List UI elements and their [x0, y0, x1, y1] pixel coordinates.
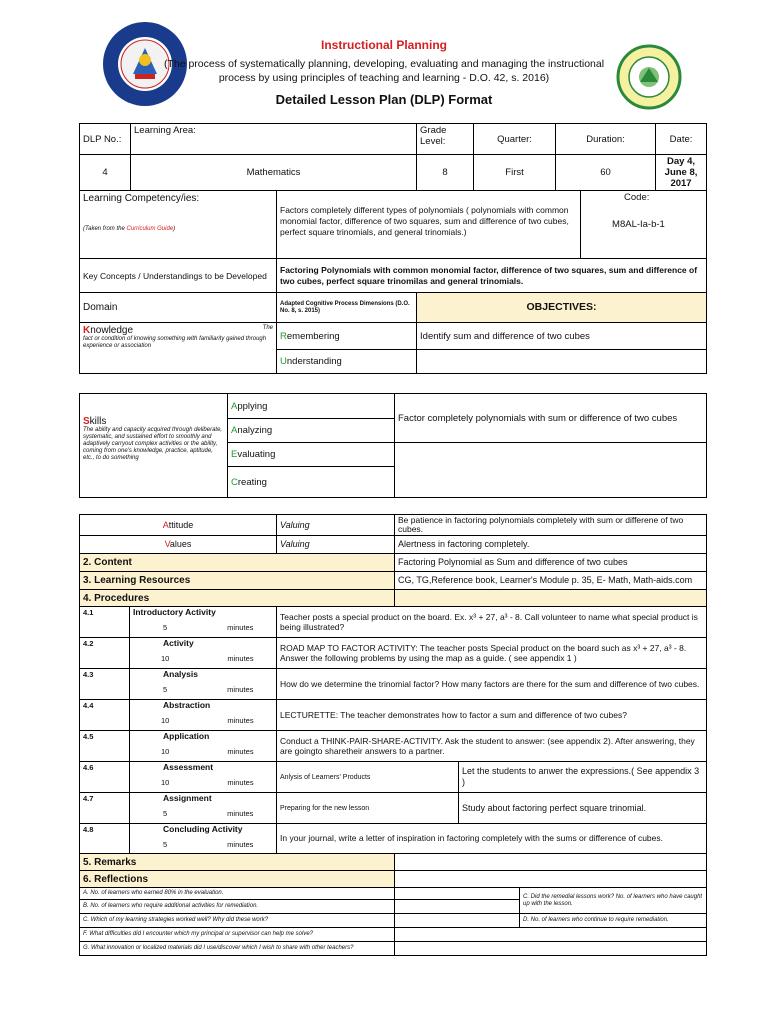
reflection-a: A. No. of learners who earned 80% in the evaluation. — [80, 888, 395, 900]
procedure-row — [80, 793, 707, 824]
adapted-dimensions-label: Adapted Cognitive Process Dimensions (D.O. No. 8, s. 2015) — [277, 293, 417, 323]
duration-value: 60 — [556, 155, 656, 191]
values-level: Valuing — [277, 536, 395, 554]
remembering-objective: Identify sum and difference of two cubes — [417, 323, 707, 350]
competency-note-suffix: ) — [173, 226, 176, 232]
knowledge-cell — [80, 323, 277, 374]
procedure-time — [133, 809, 273, 818]
procedure-title: Assignment — [163, 793, 212, 803]
procedure-mins: 5 — [163, 809, 168, 818]
competency-source-note — [83, 226, 273, 233]
reflection-f: F. What difficulties did I encounter which my principal or supervisor can help me solve? — [80, 928, 395, 942]
procedure-title: Application — [163, 731, 210, 741]
procedure-unit: minutes — [227, 747, 254, 756]
attitude-letter: A — [162, 519, 169, 530]
procedure-row — [80, 762, 707, 793]
procedure-unit: minutes — [227, 654, 254, 663]
procedure-unit: minutes — [227, 716, 254, 725]
remarks-label: 5. Remarks — [80, 854, 395, 871]
procedure-title: Introductory Activity — [133, 607, 216, 617]
key-concepts-text: Factoring Polynomials with common monomial factor, difference of two squares, sum and difference of two cubes, perfect square trinomilas and general trinomials. — [277, 259, 707, 293]
procedure-unit: minutes — [227, 809, 254, 818]
procedure-unit: minutes — [227, 685, 254, 694]
procedure-time — [133, 747, 273, 756]
procedure-row — [80, 731, 707, 762]
procedure-time — [133, 716, 273, 725]
reflection-d-right: D. No. of learners who continue to require remediation. — [520, 914, 707, 928]
dlp-format-title: Detailed Lesson Plan (DLP) Format — [275, 92, 493, 107]
procedure-text: In your journal, write a letter of inspiration in factoring completely with the sums or difference of cubes. — [277, 824, 707, 854]
attitude-level: Valuing — [277, 515, 395, 536]
procedure-number: 4.7 — [80, 793, 130, 824]
objectives-header: OBJECTIVES: — [417, 293, 707, 323]
procedure-title: Activity — [163, 638, 194, 648]
procedure-unit: minutes — [227, 623, 254, 632]
knowledge-description: fact or condition of knowing something with familiarity gained through experience or association — [83, 336, 267, 349]
procedures-table — [79, 514, 707, 956]
procedure-text: How do we determine the trinomial factor? How many factors are there for the sum and difference of two cubes. — [277, 669, 707, 700]
learning-area-label: Learning Area: — [131, 124, 417, 155]
quarter-label: Quarter: — [474, 124, 556, 155]
values-label — [80, 536, 277, 554]
competency-text: Factors completely different types of polynomials ( polynomials with common monomial factor, difference of two squares, sum and difference of two cubes, perfect square trinomials, and general trinomials.) — [277, 191, 581, 259]
procedure-number: 4.2 — [80, 638, 130, 669]
reflection-c-left: C. Which of my learning strategies worked well? Why did these work? — [80, 914, 395, 928]
understanding-letter: U — [280, 356, 287, 367]
reflections-label: 6. Reflections — [80, 871, 395, 888]
procedure-unit: minutes — [227, 778, 254, 787]
grade-level-label: Grade Level: — [417, 124, 474, 155]
analyzing-level — [228, 419, 395, 443]
procedure-number: 4.3 — [80, 669, 130, 700]
remarks-value — [395, 854, 707, 871]
understanding-rest: nderstanding — [286, 356, 342, 367]
procedure-number: 4.6 — [80, 762, 130, 793]
procedure-title: Assessment — [163, 762, 214, 772]
procedure-mins: 10 — [161, 716, 170, 725]
procedure-time — [133, 654, 273, 663]
procedure-text: LECTURETTE: The teacher demonstrates how to factor a sum and difference of two cubes? — [277, 700, 707, 731]
attitude-rest: ttitude — [168, 519, 194, 530]
procedure-title-cell — [130, 793, 277, 824]
skills-first-letter: S — [83, 416, 90, 427]
procedure-time — [133, 778, 273, 787]
deped-seal-text — [103, 2, 187, 3]
procedure-text: ROAD MAP TO FACTOR ACTIVITY: The teacher posts Special product on the board such as x³ + 27, a³ - 8. Answer the following problems by using the map as a guide. ( see appendix 1 ) — [277, 638, 707, 669]
procedure-mins: 5 — [163, 685, 168, 694]
procedure-mid: Anlysis of Learners' Products — [277, 762, 459, 793]
knowledge-desc-the: The — [262, 325, 273, 331]
applying-letter: A — [231, 400, 238, 412]
content-value: Factoring Polynomial as Sum and difference of two cubes — [395, 554, 707, 572]
procedure-row — [80, 700, 707, 731]
code-value: M8AL-Ia-b-1 — [612, 219, 665, 230]
skills-cell — [80, 394, 228, 498]
reflection-b: B. No. of learners who require additional activities for remediation. — [80, 900, 395, 914]
procedure-text: Teacher posts a special product on the board. Ex. x³ + 27, a³ - 8. Call volunteer to name what special product is being illustrated? — [277, 607, 707, 638]
date-value: Day 4, June 8, 2017 — [656, 155, 707, 191]
procedure-title-cell — [130, 669, 277, 700]
dlp-info-table — [79, 123, 707, 374]
procedure-row — [80, 607, 707, 638]
skills-heading — [83, 416, 224, 427]
procedure-mid: Preparing for the new lesson — [277, 793, 459, 824]
procedure-row — [80, 669, 707, 700]
values-objective: Alertness in factoring completely. — [395, 536, 707, 554]
procedure-title: Abstraction — [163, 700, 211, 710]
evaluating-rest: valuating — [237, 449, 276, 460]
reflection-c-right: C. Did the remedial lessons work? No. of learners who have caught up with the lesson. — [520, 888, 707, 914]
knowledge-heading — [83, 325, 273, 336]
skills-rest: kills — [89, 416, 107, 427]
learning-area-value: Mathematics — [131, 155, 417, 191]
procedure-mins: 10 — [161, 778, 170, 787]
procedure-mins: 5 — [163, 840, 168, 849]
procedure-title-cell — [130, 824, 277, 854]
dlp-no-value: 4 — [80, 155, 131, 191]
procedure-number: 4.1 — [80, 607, 130, 638]
evaluating-letter: E — [231, 449, 238, 460]
date-label: Date: — [656, 124, 707, 155]
procedure-time — [133, 840, 273, 849]
procedure-mins: 10 — [161, 747, 170, 756]
header-subtitle-line2: process by using principles of teaching and learning - D.O. 42, s. 2016) — [218, 72, 550, 84]
evaluating-level — [228, 443, 395, 467]
procedure-text: Let the students to anwer the expressions.( See appendix 3 ) — [459, 762, 707, 793]
procedure-unit: minutes — [227, 840, 254, 849]
skills-objective: Factor completely polynomials with sum or difference of two cubes — [395, 394, 707, 443]
code-label: Code: — [624, 192, 650, 203]
reflection-b-answer — [395, 900, 520, 914]
header-subtitle-line1: (The process of systematically planning, developing, evaluating and managing the instructional — [163, 58, 605, 70]
reflection-a-answer — [395, 888, 520, 900]
reflection-f-answer — [395, 928, 707, 942]
procedure-text: Conduct a THINK-PAIR-SHARE-ACTIVITY. Ask the student to answer: (see appendix 2). After answering, they are goingto sharetheir answers to a partner. — [277, 731, 707, 762]
procedure-title-cell — [130, 607, 277, 638]
content-label: 2. Content — [80, 554, 395, 572]
competency-label-cell — [80, 191, 277, 259]
reflection-g-answer — [395, 942, 707, 956]
procedures-label-fill — [395, 590, 707, 607]
understanding-level — [277, 350, 417, 374]
reflections-value — [395, 871, 707, 888]
analyzing-letter: A — [231, 425, 238, 436]
knowledge-first-letter: K — [83, 325, 91, 336]
knowledge-rest: nowledge — [90, 325, 134, 336]
skills-table — [79, 393, 707, 498]
reflection-g: G. What innovation or localized materials did I use/discover which I wish to share with other teachers? — [80, 942, 395, 956]
attitude-label — [80, 515, 277, 536]
remembering-rest: emembering — [286, 330, 340, 342]
procedure-number: 4.5 — [80, 731, 130, 762]
competency-note-prefix: (Taken from the — [83, 226, 127, 232]
procedure-title-cell — [130, 762, 277, 793]
procedure-title-cell — [130, 700, 277, 731]
resources-label: 3. Learning Resources — [80, 572, 395, 590]
understanding-objective — [417, 350, 707, 374]
creating-level — [228, 467, 395, 498]
procedure-number: 4.8 — [80, 824, 130, 854]
quarter-value: First — [474, 155, 556, 191]
procedure-text: Study about factoring perfect square trinomial. — [459, 793, 707, 824]
creating-letter: C — [231, 476, 238, 488]
curriculum-guide-link[interactable]: Curriculum Guide — [126, 226, 174, 232]
remembering-letter: R — [280, 330, 287, 342]
skills-objective-blank — [395, 443, 707, 498]
procedure-title-cell — [130, 638, 277, 669]
procedure-row — [80, 824, 707, 854]
duration-label: Duration: — [556, 124, 656, 155]
values-rest: alues — [169, 539, 192, 549]
procedure-title-cell — [130, 731, 277, 762]
procedure-title: Concluding Activity — [163, 824, 243, 834]
instructional-planning-title: Instructional Planning — [320, 38, 447, 52]
attitude-objective: Be patience in factoring polynomials completely with sum or differene of two cubes. — [395, 515, 707, 536]
resources-value: CG, TG,Reference book, Learner's Module p. 35, E- Math, Math-aids.com — [395, 572, 707, 590]
creating-rest: reating — [237, 476, 267, 488]
domain-label: Domain — [80, 293, 277, 323]
skills-description: The ability and capacity acquired through deliberate, systematic, and sustained effort to smoothly and adaptively carryout complex activities or the ability, coming from one's knowledge, practice, aptitude, etc., to do something — [83, 427, 223, 461]
analyzing-rest: nalyzing — [237, 425, 273, 436]
key-concepts-label: Key Concepts / Understandings to be Developed — [80, 259, 277, 293]
procedure-number: 4.4 — [80, 700, 130, 731]
code-cell — [581, 191, 707, 259]
reflection-c-answer — [395, 914, 520, 928]
procedure-mins: 5 — [163, 623, 168, 632]
procedures-label: 4. Procedures — [80, 590, 395, 607]
procedure-mins: 10 — [161, 654, 170, 663]
procedure-time — [133, 623, 273, 632]
applying-rest: pplying — [237, 400, 268, 412]
procedure-time — [133, 685, 273, 694]
competency-label: Learning Competency/ies: — [83, 193, 200, 204]
procedure-row — [80, 638, 707, 669]
procedure-title: Analysis — [163, 669, 198, 679]
values-letter: V — [164, 539, 170, 549]
applying-level — [228, 394, 395, 419]
dlp-no-label: DLP No.: — [80, 124, 131, 155]
remembering-level — [277, 323, 417, 350]
grade-level-value: 8 — [417, 155, 474, 191]
